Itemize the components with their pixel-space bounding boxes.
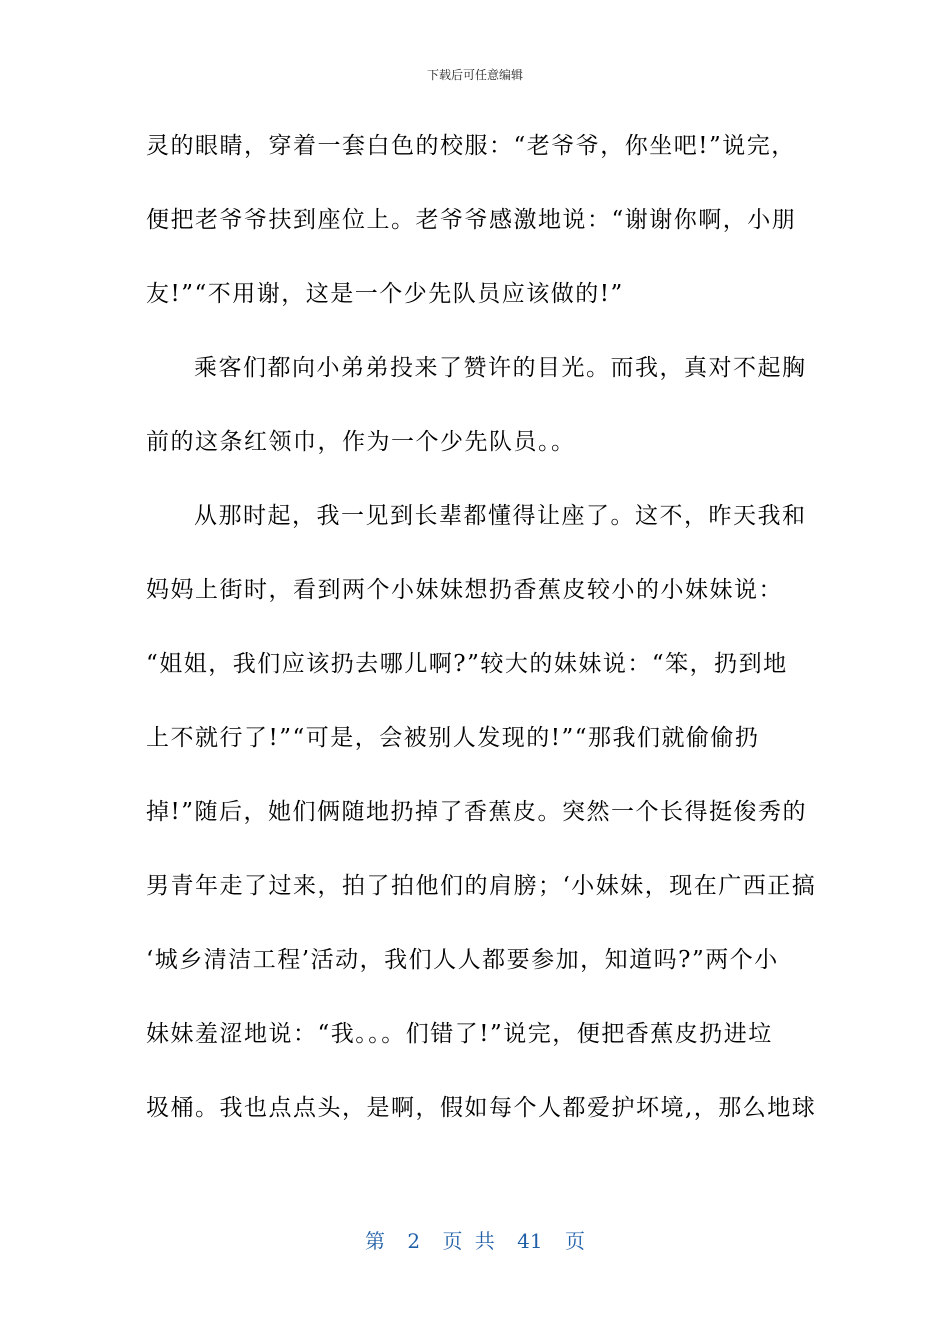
- text-line: 妈妈上街时，看到两个小妹妹想扔香蕉皮较小的小妹妹说：: [146, 577, 783, 603]
- text-line: 灵的眼睛，穿着一套白色的校服：“老爷爷，你坐吧!”说完，: [146, 133, 796, 159]
- total-page-count: 41: [517, 1229, 543, 1253]
- text-line: 妹妹羞涩地说：“我。。。们错了!”说完，便把香蕉皮扔进垃: [146, 1021, 773, 1047]
- page-middle: 页 共: [442, 1229, 495, 1253]
- text-line: 友!”“不用谢，这是一个少先队员应该做的!”: [146, 281, 624, 307]
- text-line: ‘城乡清洁工程’活动，我们人人都要参加，知道吗?”两个小: [146, 947, 779, 973]
- text-line: 上不就行了!”“可是，会被别人发现的!”“那我们就偷偷扔: [146, 725, 760, 751]
- text-line: 男青年走了过来，拍了拍他们的肩膀；‘小妹妹，现在广西正搞: [146, 873, 817, 899]
- page-prefix: 第: [365, 1229, 385, 1253]
- text-line: “姐姐，我们应该扔去哪儿啊?”较大的妹妹说：“笨，扔到地: [146, 651, 788, 677]
- page-footer: [0, 1225, 950, 1254]
- page-suffix: 页: [564, 1229, 585, 1253]
- paragraph-start-line: 从那时起，我一见到长辈都懂得让座了。这不，昨天我和: [194, 503, 807, 529]
- text-line: 前的这条红领巾，作为一个少先队员。。: [146, 429, 576, 455]
- text-line: 圾桶。我也点点头，是啊，假如每个人都爱护坏境,，那么地球: [146, 1095, 817, 1121]
- paragraph-start-line: 乘客们都向小弟弟投来了赞许的目光。而我，真对不起胸: [194, 355, 807, 381]
- page-header: 下载后可任意编辑: [426, 68, 523, 82]
- current-page-number: 2: [407, 1229, 421, 1253]
- document-body: [146, 122, 817, 1158]
- text-line: 便把老爷爷扶到座位上。老爷爷感激地说：“谢谢你啊，小朋: [146, 207, 797, 233]
- text-line: 掉!”随后，她们俩随地扔掉了香蕉皮。突然一个长得挺俊秀的: [146, 799, 808, 825]
